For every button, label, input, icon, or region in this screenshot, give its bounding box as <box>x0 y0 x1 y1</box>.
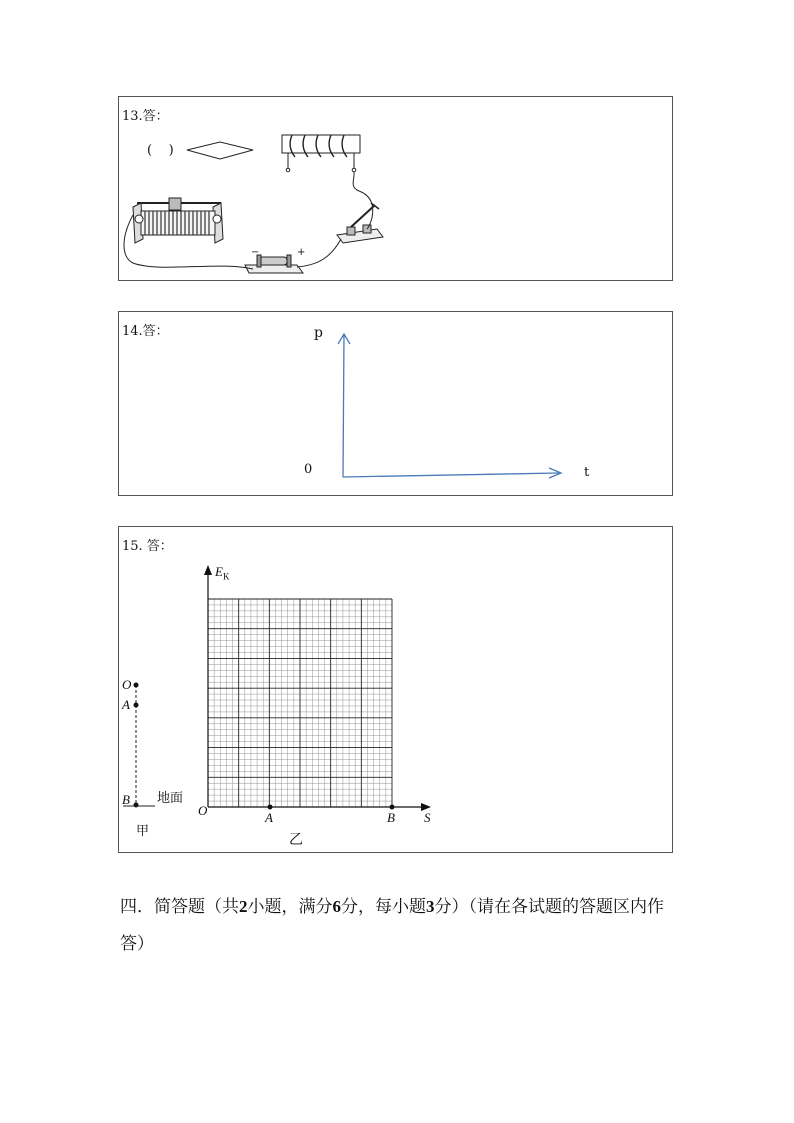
answer-box-14 <box>118 311 673 496</box>
point-B-axis <box>390 805 395 810</box>
section-4-heading: 四．简答题（共2小题，满分6分，每小题3分）（请在各试题的答题区内作答） <box>120 897 664 954</box>
point-B <box>134 803 139 808</box>
compass-needle-icon <box>187 142 253 159</box>
origin-label-0: 0 <box>304 462 313 477</box>
knife-switch-icon <box>337 203 383 243</box>
answer-box-13 <box>118 96 673 281</box>
question-15-label: 15. 答： <box>122 539 173 554</box>
question-13-label: 13.答： <box>122 109 169 124</box>
question-14-label: 14.答： <box>122 324 169 339</box>
point-A <box>134 703 139 708</box>
y-axis-arrow <box>204 565 212 575</box>
x-axis-line <box>343 473 559 477</box>
point-O <box>134 683 139 688</box>
point-A-axis <box>268 805 273 810</box>
wire <box>353 172 373 229</box>
solenoid-coil-icon <box>282 135 360 172</box>
y-axis-label-p: p <box>314 325 323 341</box>
x-axis-label-S: S <box>424 810 431 825</box>
x-label-B: B <box>387 810 395 825</box>
x-label-A: A <box>265 810 273 825</box>
circuit-diagram <box>119 97 674 282</box>
rheostat-icon <box>133 198 223 243</box>
figure-yi <box>204 565 431 811</box>
battery-plus-label: + <box>297 247 306 258</box>
y-axis-line <box>343 334 344 477</box>
label-O-jia: O <box>122 677 132 692</box>
y-axis-label-Ek: $E_K$ <box>215 564 230 582</box>
answer-box-15 <box>118 526 673 853</box>
p-t-axes <box>119 312 674 497</box>
blank-parenthesis: ( ) <box>147 143 174 158</box>
ground-label: 地面 <box>157 791 184 806</box>
battery-minus-label: − <box>251 247 260 258</box>
caption-jia: 甲 <box>136 824 150 839</box>
origin-label-O: O <box>198 803 208 818</box>
label-B-jia: B <box>122 792 130 807</box>
caption-yi: 乙 <box>289 832 303 848</box>
label-A-jia: A <box>122 697 130 712</box>
x-axis-label-t: t <box>584 465 590 480</box>
